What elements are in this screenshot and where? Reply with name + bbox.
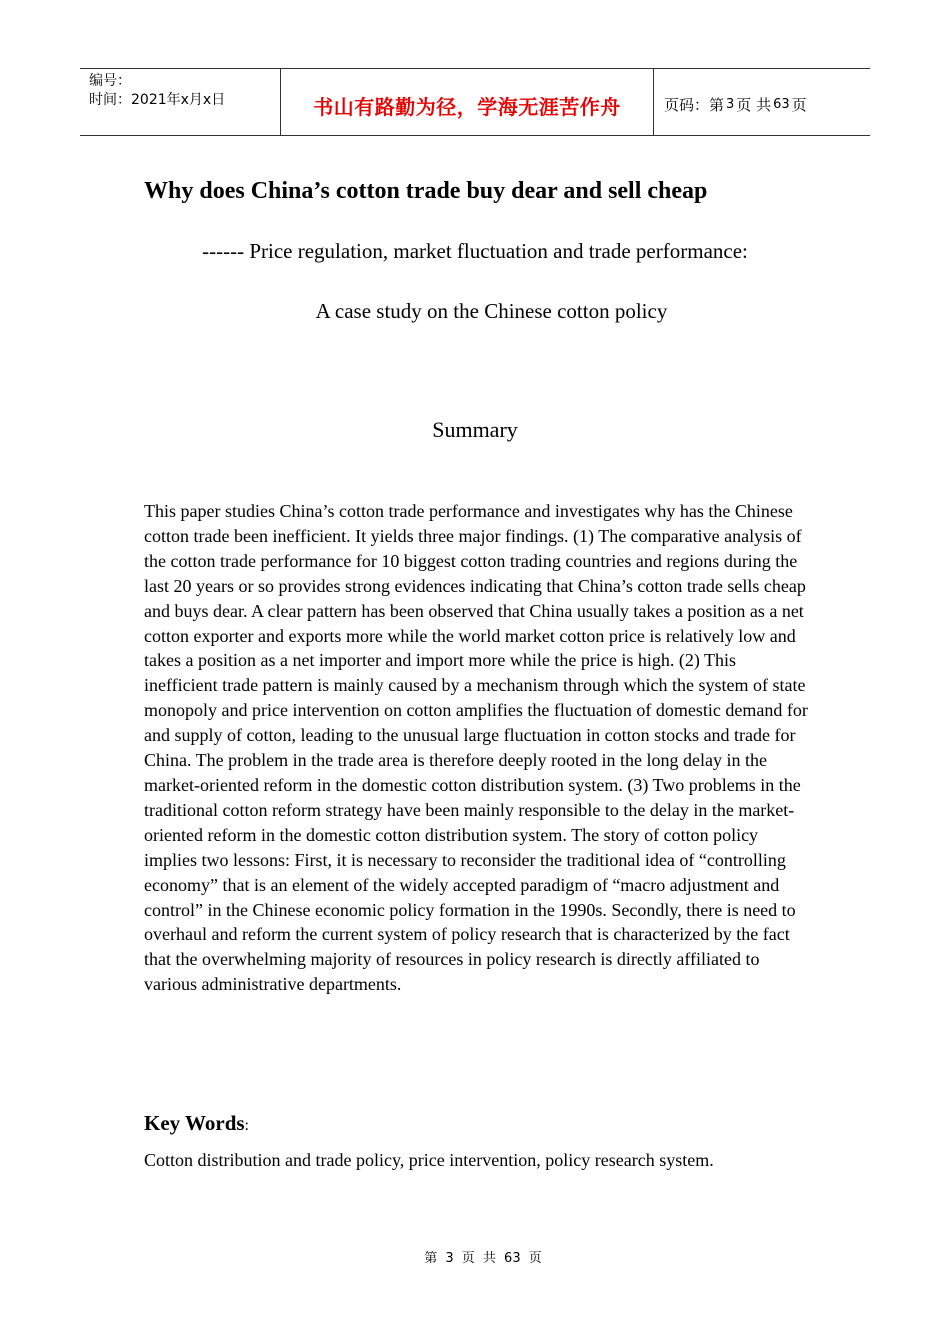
abstract-paragraph: This paper studies China’s cotton trade performance and investigates why has the Chinese cotton trade been inefficient. It yields three major findings. (1) The comparative analysis of the cotton trade performance for 10 biggest cotton trading countries and regions during the last 20 years or so provides strong evidences indicating that China’s cotton trade sells cheap and buys dear. A clear pattern has been observed that China usually takes a position as a net cotton exporter and exports more while the world market cotton price is relatively low and takes a position as a net importer and import more while the price is high. (2) This inefficient trade pattern is mainly caused by a mechanism through which the system of state monopoly and price intervention on cotton amplifies the fluctuation of domestic demand for and supply of cotton, leading to the unusual large fluctuation in cotton stocks and trade for China. The problem in the trade area is therefore deeply rooted in the long delay in the market-oriented reform in the domestic cotton distribution system. (3) Two problems in the traditional cotton reform strategy have been mainly responsible to the delay in the market-oriented reform in the domestic cotton distribution system. The story of cotton policy implies two lessons: First, it is necessary to reconsider the traditional idea of “controlling economy” that is an element of the widely accepted paradigm of “macro adjustment and control” in the Chinese economic policy formation in the 1990s. Secondly, there is need to overhaul and reform the current system of policy research that is characterized by the fact that the overwhelming majority of resources in policy research is directly affiliated to various administrative departments. (144, 501, 808, 995)
page-footer: 第 3 页 共 63 页 (424, 1251, 542, 1266)
keywords-text: Cotton distribution and trade policy, price intervention, policy research system. (144, 1150, 714, 1170)
page-current: 3 (726, 96, 735, 112)
header-motto-cell (281, 69, 654, 135)
serial-number-label: 编号： (89, 73, 131, 89)
document-title: Why does China’s cotton trade buy dear and sell cheap (144, 178, 708, 204)
page-total: 63 (773, 96, 790, 112)
document-subtitle-2: A case study on the Chinese cotton policy (315, 299, 668, 323)
page-mid: 页 共 (736, 95, 772, 114)
keywords-heading-label: Key Words (144, 1111, 245, 1135)
header-page-cell (654, 69, 870, 135)
date-label: 时间：2021年x月x日 (89, 92, 226, 108)
summary-heading: Summary (432, 417, 518, 442)
document-subtitle-1: ------ Price regulation, market fluctuation and trade performance: (202, 239, 748, 263)
motto-text: 书山有路勤为径，学海无涯苦作舟 (313, 94, 621, 119)
keywords-heading-colon: : (244, 1117, 249, 1134)
header-info-cell (80, 69, 281, 135)
keywords-heading (144, 1111, 249, 1136)
page-suffix: 页 (791, 95, 807, 114)
page-prefix: 页码：第 (664, 95, 725, 114)
page-header (80, 68, 870, 136)
